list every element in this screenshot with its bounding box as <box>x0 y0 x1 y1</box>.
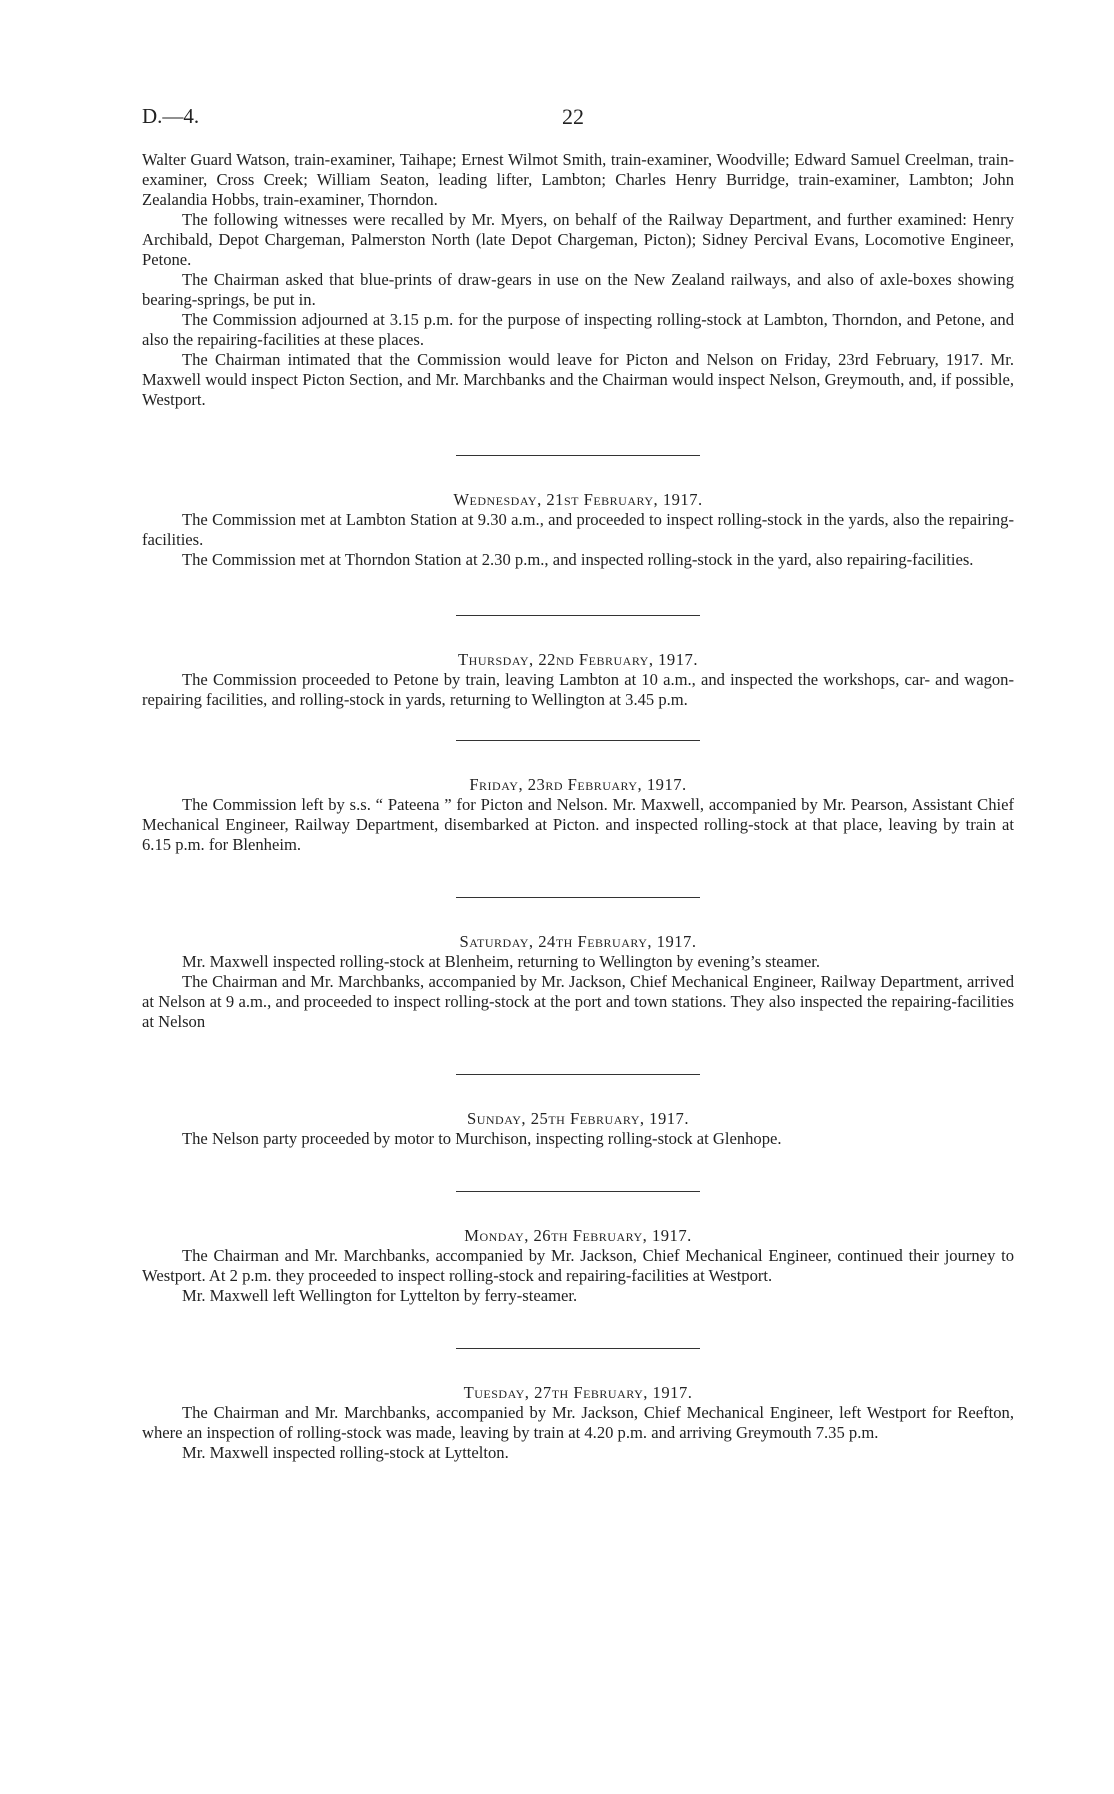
document-reference: D.—4. <box>142 104 200 128</box>
section-date: Friday, 23rd February, 1917. <box>469 775 687 794</box>
section-paragraph: The Commission met at Lambton Station at 9.30 a.m., and proceeded to inspect rolling-stock in the yards, also the repairing-facilities. <box>142 510 1014 549</box>
section-paragraph: The Chairman and Mr. Marchbanks, accompanied by Mr. Jackson, Chief Mechanical Engineer, continued their journey to Westport. At 2 p.m. they proceeded to inspect rolling-stock and repairing-facilities at Westport. <box>142 1246 1014 1285</box>
section-date: Tuesday, 27th February, 1917. <box>463 1383 693 1402</box>
page-header <box>142 104 1014 134</box>
section-paragraph: The Commission left by s.s. “ Pateena ” for Picton and Nelson. Mr. Maxwell, accompanied by Mr. Pearson, Assistant Chief Mechanical Engineer, Railway Department, disembarked at Picton. and inspected rolling-stock at that place, leaving by train at 6.15 p.m. for Blenheim. <box>142 795 1014 854</box>
intro-paragraph: The Chairman asked that blue-prints of draw-gears in use on the New Zealand railways, and also of axle-boxes showing bearing-springs, be put in. <box>142 270 1014 309</box>
section-date: Thursday, 22nd February, 1917. <box>458 650 698 669</box>
section-date: Saturday, 24th February, 1917. <box>459 932 697 951</box>
page-number: 22 <box>562 104 584 129</box>
intro-paragraph: Walter Guard Watson, train-examiner, Taihape; Ernest Wilmot Smith, train-examiner, Woodville; Edward Samuel Creelman, train-examiner, Cross Creek; William Seaton, leading lifter, Lambton; Charles Henry Burridge, train-examiner, Lambton; John Zealandia Hobbs, train-examiner, Thorndon. <box>142 150 1014 209</box>
section-paragraph: Mr. Maxwell inspected rolling-stock at Blenheim, returning to Wellington by evening’s steamer. <box>182 952 821 971</box>
section-paragraph: The Chairman and Mr. Marchbanks, accompanied by Mr. Jackson, Chief Mechanical Engineer, left Westport for Reefton, where an inspection of rolling-stock was made, leaving by train at 4.20 p.m. and arriving Greymouth 7.35 p.m. <box>142 1403 1014 1442</box>
page-content <box>142 150 1014 1463</box>
section-paragraph: The Nelson party proceeded by motor to Murchison, inspecting rolling-stock at Glenhope. <box>182 1129 782 1148</box>
intro-paragraph: The Commission adjourned at 3.15 p.m. for the purpose of inspecting rolling-stock at Lambton, Thorndon, and Petone, and also the repairing-facilities at these places. <box>142 310 1014 349</box>
section-paragraph: Mr. Maxwell inspected rolling-stock at Lyttelton. <box>182 1443 509 1462</box>
section-date: Monday, 26th February, 1917. <box>464 1226 692 1245</box>
intro-paragraph: The Chairman intimated that the Commission would leave for Picton and Nelson on Friday, 23rd February, 1917. Mr. Maxwell would inspect Picton Section, and Mr. Marchbanks and the Chairman would inspect Nelson, Greymouth, and, if possible, Westport. <box>142 350 1014 409</box>
section-paragraph: The Commission proceeded to Petone by train, leaving Lambton at 10 a.m., and inspected the workshops, car- and wagon-repairing facilities, and rolling-stock in yards, returning to Wellington at 3.45 p.m. <box>142 670 1014 709</box>
section-paragraph: Mr. Maxwell left Wellington for Lyttelton by ferry-steamer. <box>182 1286 578 1305</box>
section-paragraph: The Chairman and Mr. Marchbanks, accompanied by Mr. Jackson, Chief Mechanical Engineer, Railway Department, arrived at Nelson at 9 a.m., and proceeded to inspect rolling-stock at the port and town stations. They also inspected the repairing-facilities at Nelson <box>142 972 1014 1031</box>
section-paragraph: The Commission met at Thorndon Station at 2.30 p.m., and inspected rolling-stock in the yard, also repairing-facilities. <box>182 550 974 569</box>
section-date: Wednesday, 21st February, 1917. <box>453 490 703 509</box>
intro-paragraph: The following witnesses were recalled by Mr. Myers, on behalf of the Railway Department, and further examined: Henry Archibald, Depot Chargeman, Palmerston North (late Depot Chargeman, Picton); Sidney Percival Evans, Locomotive Engineer, Petone. <box>142 210 1014 269</box>
section-date: Sunday, 25th February, 1917. <box>466 1109 690 1128</box>
